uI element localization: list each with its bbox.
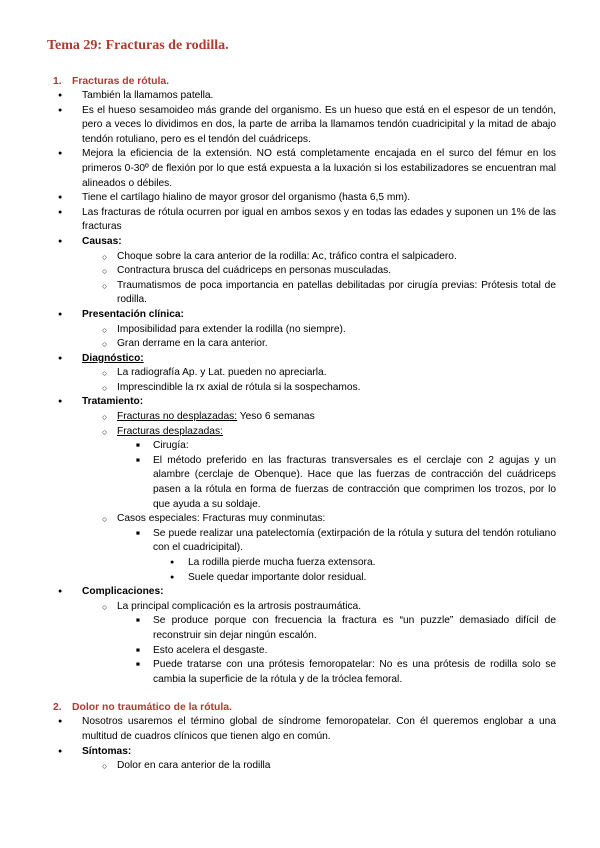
underlined-label: Fracturas no desplazadas: <box>117 411 238 423</box>
list-item: ● Las fracturas de rótula ocurren por igual en ambos sexos y en todas las edades y suponen un 1% de las fracturas <box>47 206 556 235</box>
section-heading-2 <box>47 701 556 715</box>
subheading: Tratamiento: <box>82 396 144 408</box>
list-item: ■ Se produce porque con frecuencia la fractura es “un puzzle” demasiado difícil de reconstruir sin dejar ningún escalón. <box>119 614 556 643</box>
list-item: ■ Cirugía: <box>119 439 556 454</box>
list-item: ○ Imposibilidad para extender la rodilla (no siempre). <box>84 323 556 338</box>
subheading: Síntomas: <box>82 745 132 757</box>
list-item: ○ Imprescindible la rx axial de rótula si la sospechamos. <box>84 381 556 396</box>
section-title: Fracturas de rótula. <box>72 76 170 87</box>
section-2-list <box>47 715 556 773</box>
list-item: ● También la llamamos patella. <box>47 89 556 104</box>
list-item-complicaciones <box>47 585 556 687</box>
list-item <box>119 527 556 585</box>
list-item: ● Suele quedar importante dolor residual. <box>153 571 556 586</box>
item-text: Yeso 6 semanas <box>237 411 315 423</box>
list-item: ● Es el hueso sesamoideo más grande del organismo. Es un hueso que está en el espesor de un tendón, pero a veces lo dividimos en dos, la parte de arriba la llamamos tendón cuadricipital y la mitad de abajo tendón rotuliano, pero es el tendón del cuádriceps. <box>47 104 556 148</box>
list-item <box>84 410 556 425</box>
list-item: ● Nosotros usaremos el término global de síndrome femoropatelar. Con él queremos englobar a una multitud de cuadros clínicos que tienen algo en común. <box>47 715 556 744</box>
subheading: Diagnóstico: <box>82 352 144 364</box>
section-title: Dolor no traumático de la rótula. <box>72 702 232 714</box>
list-item: ■ Puede tratarse con una prótesis femoropatelar: No es una prótesis de rodilla solo se cambia la superficie de la rótula y de la tróclea femoral. <box>119 658 556 687</box>
list-item: ○ Dolor en cara anterior de la rodilla <box>84 759 556 774</box>
section-number: 1. <box>53 76 62 87</box>
list-item: ○ Choque sobre la cara anterior de la rodilla: Ac, tráfico contra el salpicadero. <box>84 250 556 265</box>
item-text: La principal complicación es la artrosis postraumática. <box>117 600 362 612</box>
subheading: Causas: <box>82 235 122 247</box>
list-item-sintomas <box>47 745 556 774</box>
list-item-tratamiento <box>47 395 556 585</box>
list-item <box>84 425 556 513</box>
list-item <box>84 512 556 585</box>
subheading: Complicaciones: <box>82 586 164 598</box>
list-item: ● Tiene el cartílago hialino de mayor grosor del organismo (hasta 6,5 mm). <box>47 191 556 206</box>
section-1-list <box>47 89 556 687</box>
list-item: ■ El método preferido en las fracturas transversales es el cerclaje con 2 agujas y un alambre (cerclaje de Obenque). Hace que las fuerzas de contracción del cuádriceps pasen a la rótula en forma de fuerzas de contracción que comprimen los trozos, por lo que ayuda a su soldaje. <box>119 454 556 512</box>
underlined-label: Fracturas desplazadas: <box>117 425 223 437</box>
item-text: Se puede realizar una patelectomía (extirpación de la rótula y sutura del tendón rotuliano con el cuadricipital). <box>153 527 556 554</box>
list-item: ○ La radiografía Ap. y Lat. pueden no apreciarla. <box>84 366 556 381</box>
list-item-diagnostico <box>47 352 556 396</box>
list-item: ○ Traumatismos de poca importancia en patellas debilitadas por cirugía previas: Prótesis total de rodilla. <box>84 279 556 308</box>
list-item: ● La rodilla pierde mucha fuerza extensora. <box>153 556 556 571</box>
list-item: ○ Contractura brusca del cuádriceps en personas musculadas. <box>84 264 556 279</box>
subheading: Presentación clínica: <box>82 308 184 320</box>
item-text: Casos especiales: Fracturas muy conminutas: <box>117 513 326 525</box>
list-item: ● Mejora la eficiencia de la extensión. NO está completamente encajada en el surco del fémur en los primeros 0-30º de flexión por lo que está expuesta a la luxación si los estabilizadores se encuentran mal alineados o débiles. <box>47 147 556 191</box>
section-heading-1 <box>47 75 556 89</box>
section-number: 2. <box>53 702 62 714</box>
list-item-causas <box>47 235 556 308</box>
list-item-presentacion <box>47 308 556 352</box>
list-item <box>84 600 556 688</box>
list-item: ■ Esto acelera el desgaste. <box>119 644 556 659</box>
list-item: ○ Gran derrame en la cara anterior. <box>84 337 556 352</box>
page-title: Tema 29: Fracturas de rodilla. <box>47 38 229 53</box>
